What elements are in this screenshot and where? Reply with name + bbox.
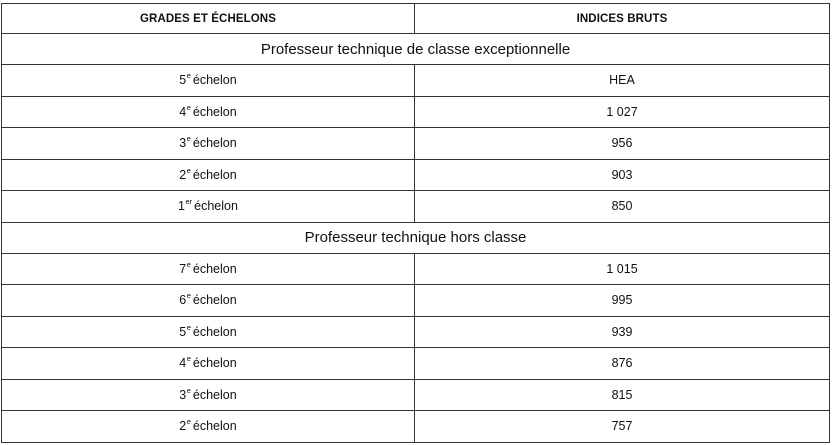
echelon-number: 4 (179, 356, 187, 371)
table-row (2, 379, 830, 411)
echelon-cell (2, 379, 415, 411)
header-grades-echelons: GRADES ET ÉCHELONS (2, 4, 415, 34)
echelon-cell (2, 65, 415, 97)
echelon-label: échelon (192, 73, 237, 88)
indice-brut-cell: 939 (415, 316, 830, 348)
indice-brut-cell: 1 027 (415, 96, 830, 128)
echelon-number: 5 (179, 73, 187, 88)
echelon-number: 3 (179, 136, 187, 151)
header-indices-bruts: INDICES BRUTS (415, 4, 830, 34)
indice-brut-cell: HEA (415, 65, 830, 97)
echelon-ordinal-suffix: e (186, 71, 191, 81)
table-row (2, 253, 830, 285)
echelon-label: échelon (192, 167, 237, 182)
echelon-number: 1 (178, 199, 185, 214)
section-row (2, 34, 830, 65)
echelon-label: échelon (194, 199, 238, 214)
section-title: Professeur technique de classe exceptionnelle (2, 34, 830, 65)
echelon-ordinal-suffix: e (186, 165, 191, 175)
echelon-ordinal-suffix: er (185, 197, 193, 207)
echelon-cell (2, 159, 415, 191)
echelon-ordinal-suffix: e (186, 291, 191, 301)
echelon-number: 4 (179, 104, 187, 119)
table-row (2, 191, 830, 223)
echelon-cell (2, 285, 415, 317)
table-row (2, 96, 830, 128)
echelon-label: échelon (192, 324, 237, 339)
echelon-ordinal-suffix: e (186, 385, 191, 395)
echelon-cell (2, 191, 415, 223)
echelon-label: échelon (192, 293, 237, 308)
table-row (2, 411, 830, 443)
echelon-cell (2, 316, 415, 348)
indice-brut-cell: 876 (415, 348, 830, 380)
echelon-cell (2, 348, 415, 380)
indice-brut-cell: 995 (415, 285, 830, 317)
echelon-cell (2, 253, 415, 285)
echelon-ordinal-suffix: e (186, 322, 191, 332)
echelon-ordinal-suffix: e (186, 259, 191, 269)
table-row (2, 285, 830, 317)
indice-brut-cell: 757 (415, 411, 830, 443)
table-row (2, 348, 830, 380)
echelon-label: échelon (192, 136, 237, 151)
indice-brut-cell: 1 015 (415, 253, 830, 285)
echelon-number: 5 (179, 324, 187, 339)
indice-brut-cell: 815 (415, 379, 830, 411)
table-body (2, 34, 830, 443)
echelon-number: 7 (179, 261, 187, 276)
table-row (2, 316, 830, 348)
echelon-number: 6 (179, 293, 187, 308)
echelon-label: échelon (192, 261, 237, 276)
table-row (2, 159, 830, 191)
echelon-cell (2, 96, 415, 128)
indice-brut-cell: 903 (415, 159, 830, 191)
echelon-cell (2, 411, 415, 443)
grades-indices-table (1, 3, 830, 443)
echelon-cell (2, 128, 415, 160)
echelon-number: 3 (179, 387, 187, 402)
echelon-number: 2 (179, 167, 187, 182)
echelon-label: échelon (192, 419, 237, 434)
grades-table-container (1, 3, 829, 443)
indice-brut-cell: 956 (415, 128, 830, 160)
echelon-ordinal-suffix: e (186, 134, 191, 144)
indice-brut-cell: 850 (415, 191, 830, 223)
echelon-label: échelon (192, 356, 237, 371)
echelon-number: 2 (179, 419, 187, 434)
echelon-label: échelon (192, 104, 237, 119)
echelon-label: échelon (192, 387, 237, 402)
echelon-ordinal-suffix: e (186, 417, 191, 427)
table-header-row (2, 4, 830, 34)
table-row (2, 65, 830, 97)
echelon-ordinal-suffix: e (186, 102, 191, 112)
table-row (2, 128, 830, 160)
echelon-ordinal-suffix: e (186, 354, 191, 364)
section-title: Professeur technique hors classe (2, 222, 830, 253)
section-row (2, 222, 830, 253)
